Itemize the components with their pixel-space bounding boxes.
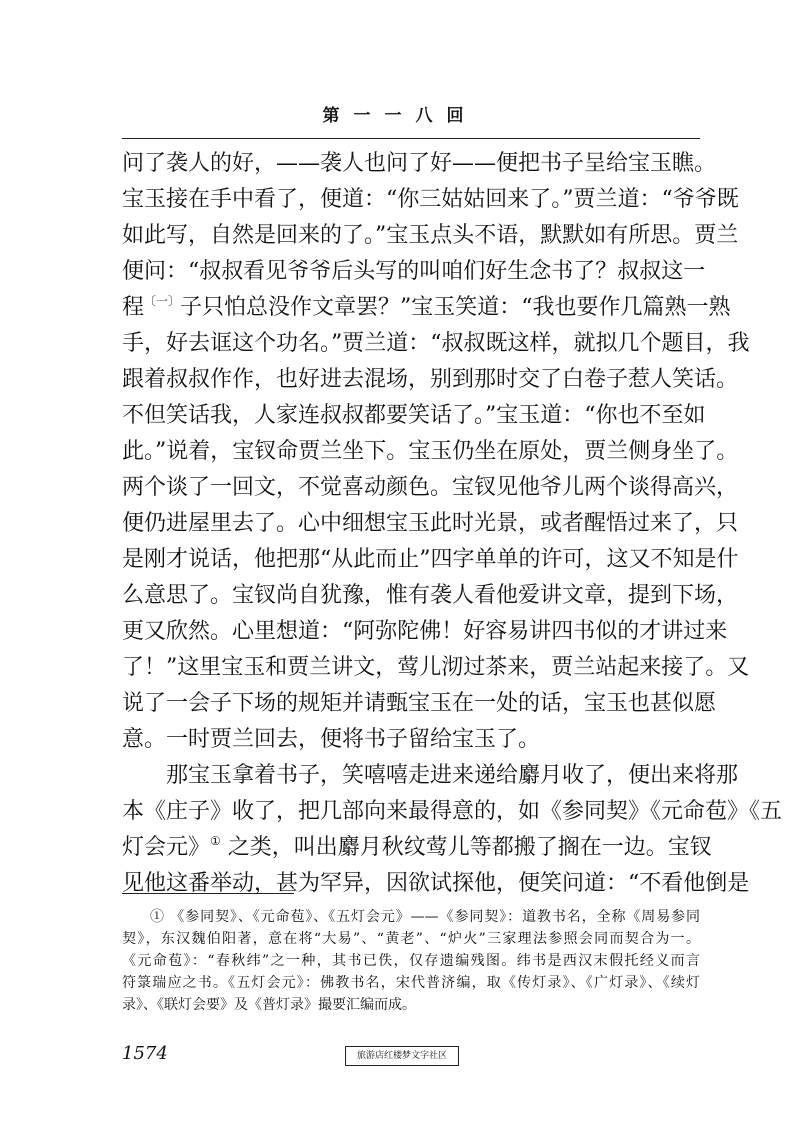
text-line-3: 如此写，自然是回来的了。”宝玉点头不语，默默如有所思。贾兰 <box>122 223 739 248</box>
text-line-17: 意。一时贾兰回去，便将书子留给宝玉了。 <box>122 727 541 752</box>
footnote-line-2: 契》，东汉魏伯阳著，意在将“大易”、“黄老”、“炉火”三家理法参照会同而契合为一。 <box>122 931 700 947</box>
text-line-15: 了！”这里宝玉和贾兰讲文，莺儿沏过茶来，贾兰站起来接了。又 <box>122 655 750 680</box>
main-text <box>122 146 783 902</box>
page-number: 1574 <box>122 1043 168 1064</box>
footnote-line-3: 《元命苞》：“春秋纬”之一种，其书已佚，仅存遗编残图。纬书是西汉末假托经义而言 <box>122 953 700 969</box>
footnote-block <box>122 906 700 1016</box>
text-line-10: 两个谈了一回文，不觉喜动颜色。宝钗见他爷儿两个谈得高兴， <box>122 475 739 500</box>
text-line-20-head: 灯会元》 <box>122 835 211 860</box>
text-line-19: 本《庄子》收了，把几部向来最得意的，如《参同契》《元命苞》《五 <box>122 799 783 824</box>
text-line-20 <box>122 830 712 866</box>
text-line-7: 跟着叔叔作作，也好进去混场，别到那时交了白卷子惹人笑话。 <box>122 367 739 392</box>
text-line-18: 那宝玉拿着书子，笑嘻嘻走进来递给麝月收了，便出来将那 <box>166 763 739 788</box>
watermark-stamp: 旅游店红楼梦文字社区 <box>345 1046 459 1066</box>
text-line-5-prefix: 程 <box>122 295 145 320</box>
footnote-rule <box>122 893 294 894</box>
text-line-14: 更又欣然。心里想道：“阿弥陀佛！好容易讲四书似的才讲过来 <box>122 619 728 644</box>
text-line-12: 是刚才说话，他把那“从此而止”四字单单的许可，这又不知是什 <box>122 547 739 572</box>
text-line-13: 么意思了。宝钗尚自犹豫，惟有袭人看他爱讲文章，提到下场， <box>122 583 739 608</box>
footnote-line-5: 录》、《联灯会要》及《普灯录》撮要汇编而成。 <box>122 997 416 1013</box>
text-line-16: 说了一会子下场的规矩并请甄宝玉在一处的话，宝玉也甚似愿 <box>122 691 717 716</box>
text-line-8: 不但笑话我，人家连叔叔都要笑话了。”宝玉道：“你也不至如 <box>122 403 706 428</box>
text-line-11: 便仍进屋里去了。心中细想宝玉此时光景，或者醒悟过来了，只 <box>122 511 739 536</box>
footnote-reference[interactable]: ① <box>210 834 221 848</box>
text-line-2: 宝玉接在手中看了，便道：“你三姑姑回来了。”贾兰道：“爷爷既 <box>122 187 739 212</box>
text-line-20-tail: 之类，叫出麝月秋纹莺儿等都搬了搁在一边。宝钗 <box>220 835 712 860</box>
footnote-line-1 <box>122 906 700 928</box>
text-line-6: 手，好去诓这个功名。”贾兰道：“叔叔既这样，就拟几个题目，我 <box>122 331 750 356</box>
text-line-4: 便问：“叔叔看见爷爷后头写的叫咱们好生念书了？叔叔这一 <box>122 259 706 284</box>
text-line-5-rest: 子只怕总没作文章罢？”宝玉笑道：“我也要作几篇熟一熟 <box>180 295 731 320</box>
text-line-21: 见他这番举动，甚为罕异，因欲试探他，便笑问道：“不看他倒是 <box>122 871 750 896</box>
header-rule <box>122 138 700 139</box>
editorial-note-marker: 〔一〕 <box>144 294 181 308</box>
footnote-line-4: 符箓瑞应之书。《五灯会元》：佛教书名，宋代普济编，取《传灯录》、《广灯录》、《续灯 <box>122 975 700 991</box>
footnote-marker: ① <box>150 909 165 925</box>
text-line-5 <box>122 290 731 326</box>
chapter-running-title: 第一一八回 <box>322 106 478 126</box>
text-line-1: 问了袭人的好，——袭人也问了好——便把书子呈给宝玉瞧。 <box>122 151 717 176</box>
footnote-line-1-text: 《参同契》、《元命苞》、《五灯会元》——《参同契》：道教书名，全称《周易参同 <box>170 909 701 925</box>
text-line-9: 此。”说着，宝钗命贾兰坐下。宝玉仍坐在原处，贾兰侧身坐了。 <box>122 439 739 464</box>
